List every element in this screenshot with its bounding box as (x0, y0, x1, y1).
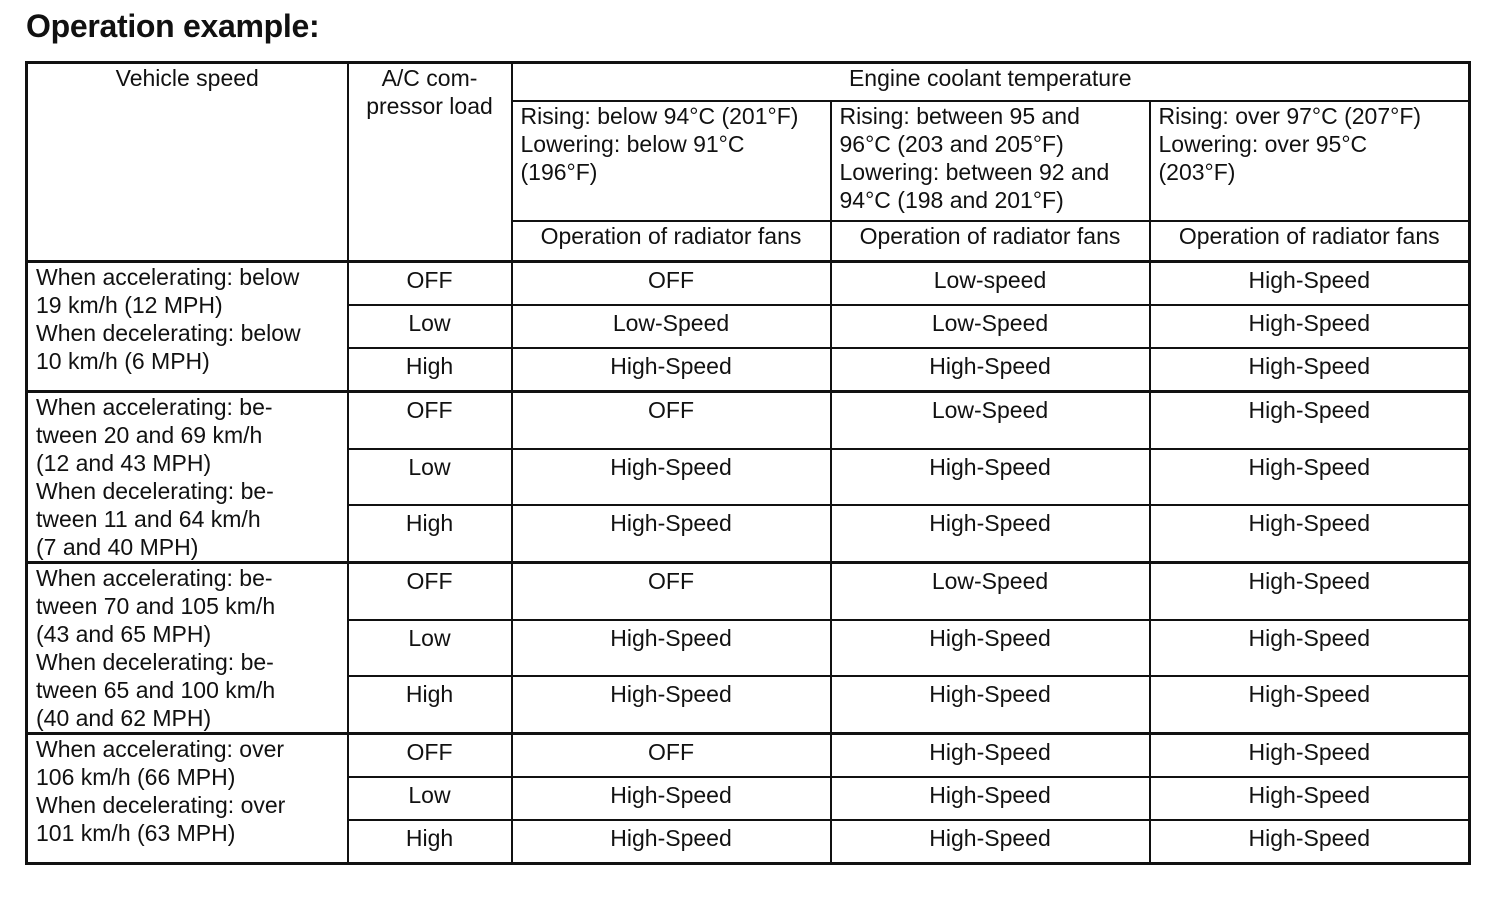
fan-operation-cell: OFF (512, 563, 831, 620)
table-body (27, 63, 1470, 864)
vehicle-speed-line: When decelerating: below (36, 320, 301, 346)
ac-load-cell: High (348, 505, 512, 562)
vehicle-speed-line: When decelerating: over (36, 792, 286, 818)
vehicle-speed-line: tween 11 and 64 km/h (36, 506, 261, 532)
condition-line: Lowering: below 91°C (520, 131, 745, 157)
condition-line: Rising: below 94°C (201°F) (520, 103, 799, 129)
fan-operation-cell: High-Speed (1150, 505, 1470, 562)
fan-operation-cell: High-Speed (1150, 734, 1470, 778)
vehicle-speed-line: When accelerating: over (36, 736, 285, 762)
condition-line: Lowering: over 95°C (1158, 131, 1368, 157)
condition-line: Rising: between 95 and (839, 103, 1080, 129)
radiator-fan-operation-table (25, 61, 1471, 865)
vehicle-speed-line: tween 20 and 69 km/h (36, 422, 263, 448)
fan-operation-cell: OFF (512, 392, 831, 449)
fan-operation-cell: High-Speed (831, 348, 1150, 392)
vehicle-speed-line: (40 and 62 MPH) (36, 705, 212, 731)
fan-operation-cell: High-Speed (512, 348, 831, 392)
fan-operation-cell: Low-Speed (831, 392, 1150, 449)
operation-header: Operation of radiator fans (831, 221, 1150, 262)
table-row (27, 734, 1470, 778)
vehicle-speed-line: tween 65 and 100 km/h (36, 677, 276, 703)
ac-load-header-line: A/C com- (381, 65, 478, 91)
table-row (27, 392, 1470, 449)
fan-operation-cell: High-Speed (831, 449, 1150, 506)
condition-line: 94°C (198 and 201°F) (839, 187, 1064, 213)
condition-line: 96°C (203 and 205°F) (839, 131, 1064, 157)
vehicle-speed-line: (12 and 43 MPH) (36, 450, 212, 476)
ac-load-header (348, 63, 512, 262)
fan-operation-cell: High-Speed (831, 777, 1150, 820)
fan-operation-cell: Low-speed (831, 262, 1150, 306)
vehicle-speed-line: 106 km/h (66 MPH) (36, 764, 236, 790)
vehicle-speed-line: When accelerating: below (36, 264, 300, 290)
fan-operation-cell: High-Speed (831, 734, 1150, 778)
fan-operation-cell: OFF (512, 734, 831, 778)
vehicle-speed-line: (7 and 40 MPH) (36, 534, 199, 560)
ac-load-cell: Low (348, 305, 512, 348)
fan-operation-cell: High-Speed (1150, 676, 1470, 733)
fan-operation-cell: High-Speed (831, 505, 1150, 562)
fan-operation-cell: High-Speed (512, 505, 831, 562)
fan-operation-cell: High-Speed (1150, 305, 1470, 348)
fan-operation-cell: High-Speed (1150, 777, 1470, 820)
vehicle-speed-cell (27, 563, 348, 734)
ac-load-cell: OFF (348, 262, 512, 306)
condition-line: (203°F) (1158, 159, 1236, 185)
fan-operation-cell: Low-Speed (512, 305, 831, 348)
ac-load-cell: OFF (348, 392, 512, 449)
ac-load-cell: High (348, 676, 512, 733)
vehicle-speed-line: When decelerating: be- (36, 649, 274, 675)
vehicle-speed-line: When accelerating: be- (36, 565, 273, 591)
fan-operation-cell: High-Speed (512, 449, 831, 506)
condition-cell-high (1150, 101, 1470, 221)
engine-coolant-header: Engine coolant temperature (512, 63, 1470, 102)
fan-operation-cell: High-Speed (1150, 563, 1470, 620)
fan-operation-cell: High-Speed (1150, 262, 1470, 306)
ac-load-cell: OFF (348, 734, 512, 778)
vehicle-speed-line: 19 km/h (12 MPH) (36, 292, 223, 318)
fan-operation-cell: High-Speed (1150, 820, 1470, 864)
vehicle-speed-line: (43 and 65 MPH) (36, 621, 212, 647)
fan-operation-cell: High-Speed (512, 620, 831, 677)
ac-load-cell: High (348, 348, 512, 392)
ac-load-cell: Low (348, 449, 512, 506)
ac-load-cell: High (348, 820, 512, 864)
fan-operation-cell: High-Speed (512, 777, 831, 820)
fan-operation-cell: High-Speed (1150, 449, 1470, 506)
operation-header: Operation of radiator fans (1150, 221, 1470, 262)
vehicle-speed-cell (27, 734, 348, 864)
fan-operation-cell: High-Speed (1150, 392, 1470, 449)
fan-operation-cell: High-Speed (512, 676, 831, 733)
ac-load-header-line: pressor load (366, 93, 493, 119)
ac-load-cell: OFF (348, 563, 512, 620)
page-title: Operation example: (26, 8, 320, 44)
vehicle-speed-line: When decelerating: be- (36, 478, 274, 504)
fan-operation-cell: High-Speed (1150, 348, 1470, 392)
vehicle-speed-cell (27, 262, 348, 392)
vehicle-speed-line: tween 70 and 105 km/h (36, 593, 276, 619)
table-row (27, 262, 1470, 306)
fan-operation-cell: High-Speed (512, 820, 831, 864)
vehicle-speed-line: 101 km/h (63 MPH) (36, 820, 236, 846)
condition-line: Rising: over 97°C (207°F) (1158, 103, 1422, 129)
fan-operation-cell: Low-Speed (831, 305, 1150, 348)
ac-load-cell: Low (348, 777, 512, 820)
ac-load-cell: Low (348, 620, 512, 677)
table-row (27, 563, 1470, 620)
fan-operation-cell: High-Speed (831, 676, 1150, 733)
fan-operation-cell: OFF (512, 262, 831, 306)
condition-line: (196°F) (520, 159, 598, 185)
vehicle-speed-header: Vehicle speed (27, 63, 348, 262)
condition-line: Lowering: between 92 and (839, 159, 1110, 185)
condition-cell-mid (831, 101, 1150, 221)
fan-operation-cell: High-Speed (1150, 620, 1470, 677)
operation-header: Operation of radiator fans (512, 221, 831, 262)
condition-cell-low (512, 101, 831, 221)
vehicle-speed-line: When accelerating: be- (36, 394, 273, 420)
fan-operation-cell: Low-Speed (831, 563, 1150, 620)
fan-operation-cell: High-Speed (831, 620, 1150, 677)
header-row (27, 63, 1470, 102)
vehicle-speed-cell (27, 392, 348, 563)
vehicle-speed-line: 10 km/h (6 MPH) (36, 348, 210, 374)
fan-operation-cell: High-Speed (831, 820, 1150, 864)
